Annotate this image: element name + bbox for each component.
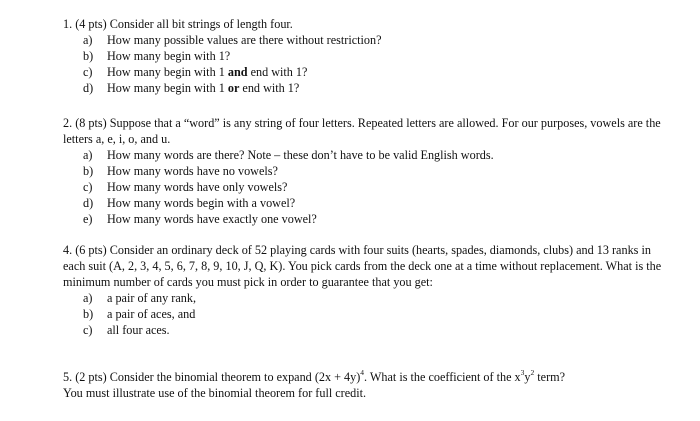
question-4-stem: 4. (6 pts) Consider an ordinary deck of 52 playing cards with four suits (hearts, spades, diamonds, clubs) and 13 ranks in each suit (A, 2, 3, 4, 5, 6, 7, 8, 9, 10, J, Q, K). You pick cards from the deck one at a time without replacement. What is the minimum number of cards you must pick in order to guarantee that you get: bbox=[63, 243, 662, 289]
part-letter: c) bbox=[83, 323, 93, 337]
part-letter: c) bbox=[83, 180, 93, 194]
part-text: How many words are there? Note – these don’t have to be valid English words. bbox=[107, 148, 494, 162]
part-letter: b) bbox=[83, 49, 94, 63]
part-text: How many possible values are there without restriction? bbox=[107, 33, 382, 47]
part-text: How many begin with 1? bbox=[107, 49, 231, 63]
question-5 bbox=[63, 369, 663, 401]
part-text-pre: How many begin with 1 bbox=[107, 65, 228, 79]
question-1 bbox=[63, 16, 663, 96]
q2-part-c bbox=[63, 179, 663, 195]
question-4 bbox=[63, 242, 663, 338]
part-text-post: end with 1? bbox=[239, 81, 300, 95]
q2-part-a bbox=[63, 147, 663, 163]
q5-text-mid: . What is the coefficient of the x bbox=[364, 370, 521, 384]
question-2-stem: 2. (8 pts) Suppose that a “word” is any string of four letters. Repeated letters are allowed. For our purposes, vowels are the letters a, e, i, o, and u. bbox=[63, 116, 661, 146]
part-text-bold: and bbox=[227, 65, 248, 79]
part-text: How many words have exactly one vowel? bbox=[107, 212, 317, 226]
q1-part-c bbox=[63, 64, 663, 80]
question-2 bbox=[63, 115, 663, 227]
q4-part-a bbox=[63, 290, 663, 306]
part-text-bold: or bbox=[227, 81, 240, 95]
q4-part-c bbox=[63, 322, 663, 338]
part-text-post: end with 1? bbox=[247, 65, 308, 79]
part-text: How many words have only vowels? bbox=[107, 180, 288, 194]
q1-part-b bbox=[63, 48, 663, 64]
part-text bbox=[83, 80, 663, 96]
q2-part-d bbox=[63, 195, 663, 211]
q5-y-var: y bbox=[524, 370, 531, 384]
part-letter: b) bbox=[83, 164, 94, 178]
q5-text-pre: 5. (2 pts) Consider the binomial theorem to expand (2x + 4y) bbox=[63, 370, 361, 384]
q5-exponent: 4 bbox=[360, 368, 365, 377]
part-text: a pair of any rank, bbox=[107, 291, 196, 305]
part-text: all four aces. bbox=[107, 323, 170, 337]
question-1-stem: 1. (4 pts) Consider all bit strings of length four. bbox=[63, 17, 293, 31]
part-letter: c) bbox=[83, 65, 93, 79]
part-text bbox=[83, 64, 663, 80]
part-text: How many words begin with a vowel? bbox=[107, 196, 296, 210]
part-letter: d) bbox=[83, 81, 94, 95]
question-5-line2: You must illustrate use of the binomial theorem for full credit. bbox=[63, 386, 367, 400]
q5-y-exponent: 2 bbox=[530, 368, 535, 377]
question-4-parts bbox=[63, 290, 663, 338]
part-letter: a) bbox=[83, 148, 93, 162]
q5-x-exponent: 3 bbox=[520, 368, 525, 377]
question-2-parts bbox=[63, 147, 663, 227]
part-letter: a) bbox=[83, 33, 93, 47]
q4-part-b bbox=[63, 306, 663, 322]
part-letter: e) bbox=[83, 212, 93, 226]
part-text: How many words have no vowels? bbox=[107, 164, 278, 178]
q1-part-a bbox=[63, 32, 663, 48]
q2-part-b bbox=[63, 163, 663, 179]
question-1-parts bbox=[63, 32, 663, 96]
q2-part-e bbox=[63, 211, 663, 227]
q5-text-post: term? bbox=[534, 370, 566, 384]
question-5-stem bbox=[63, 369, 663, 385]
part-letter: d) bbox=[83, 196, 94, 210]
part-text: a pair of aces, and bbox=[107, 307, 196, 321]
part-text-pre: How many begin with 1 bbox=[107, 81, 228, 95]
part-letter: a) bbox=[83, 291, 93, 305]
part-letter: b) bbox=[83, 307, 94, 321]
q1-part-d bbox=[63, 80, 663, 96]
